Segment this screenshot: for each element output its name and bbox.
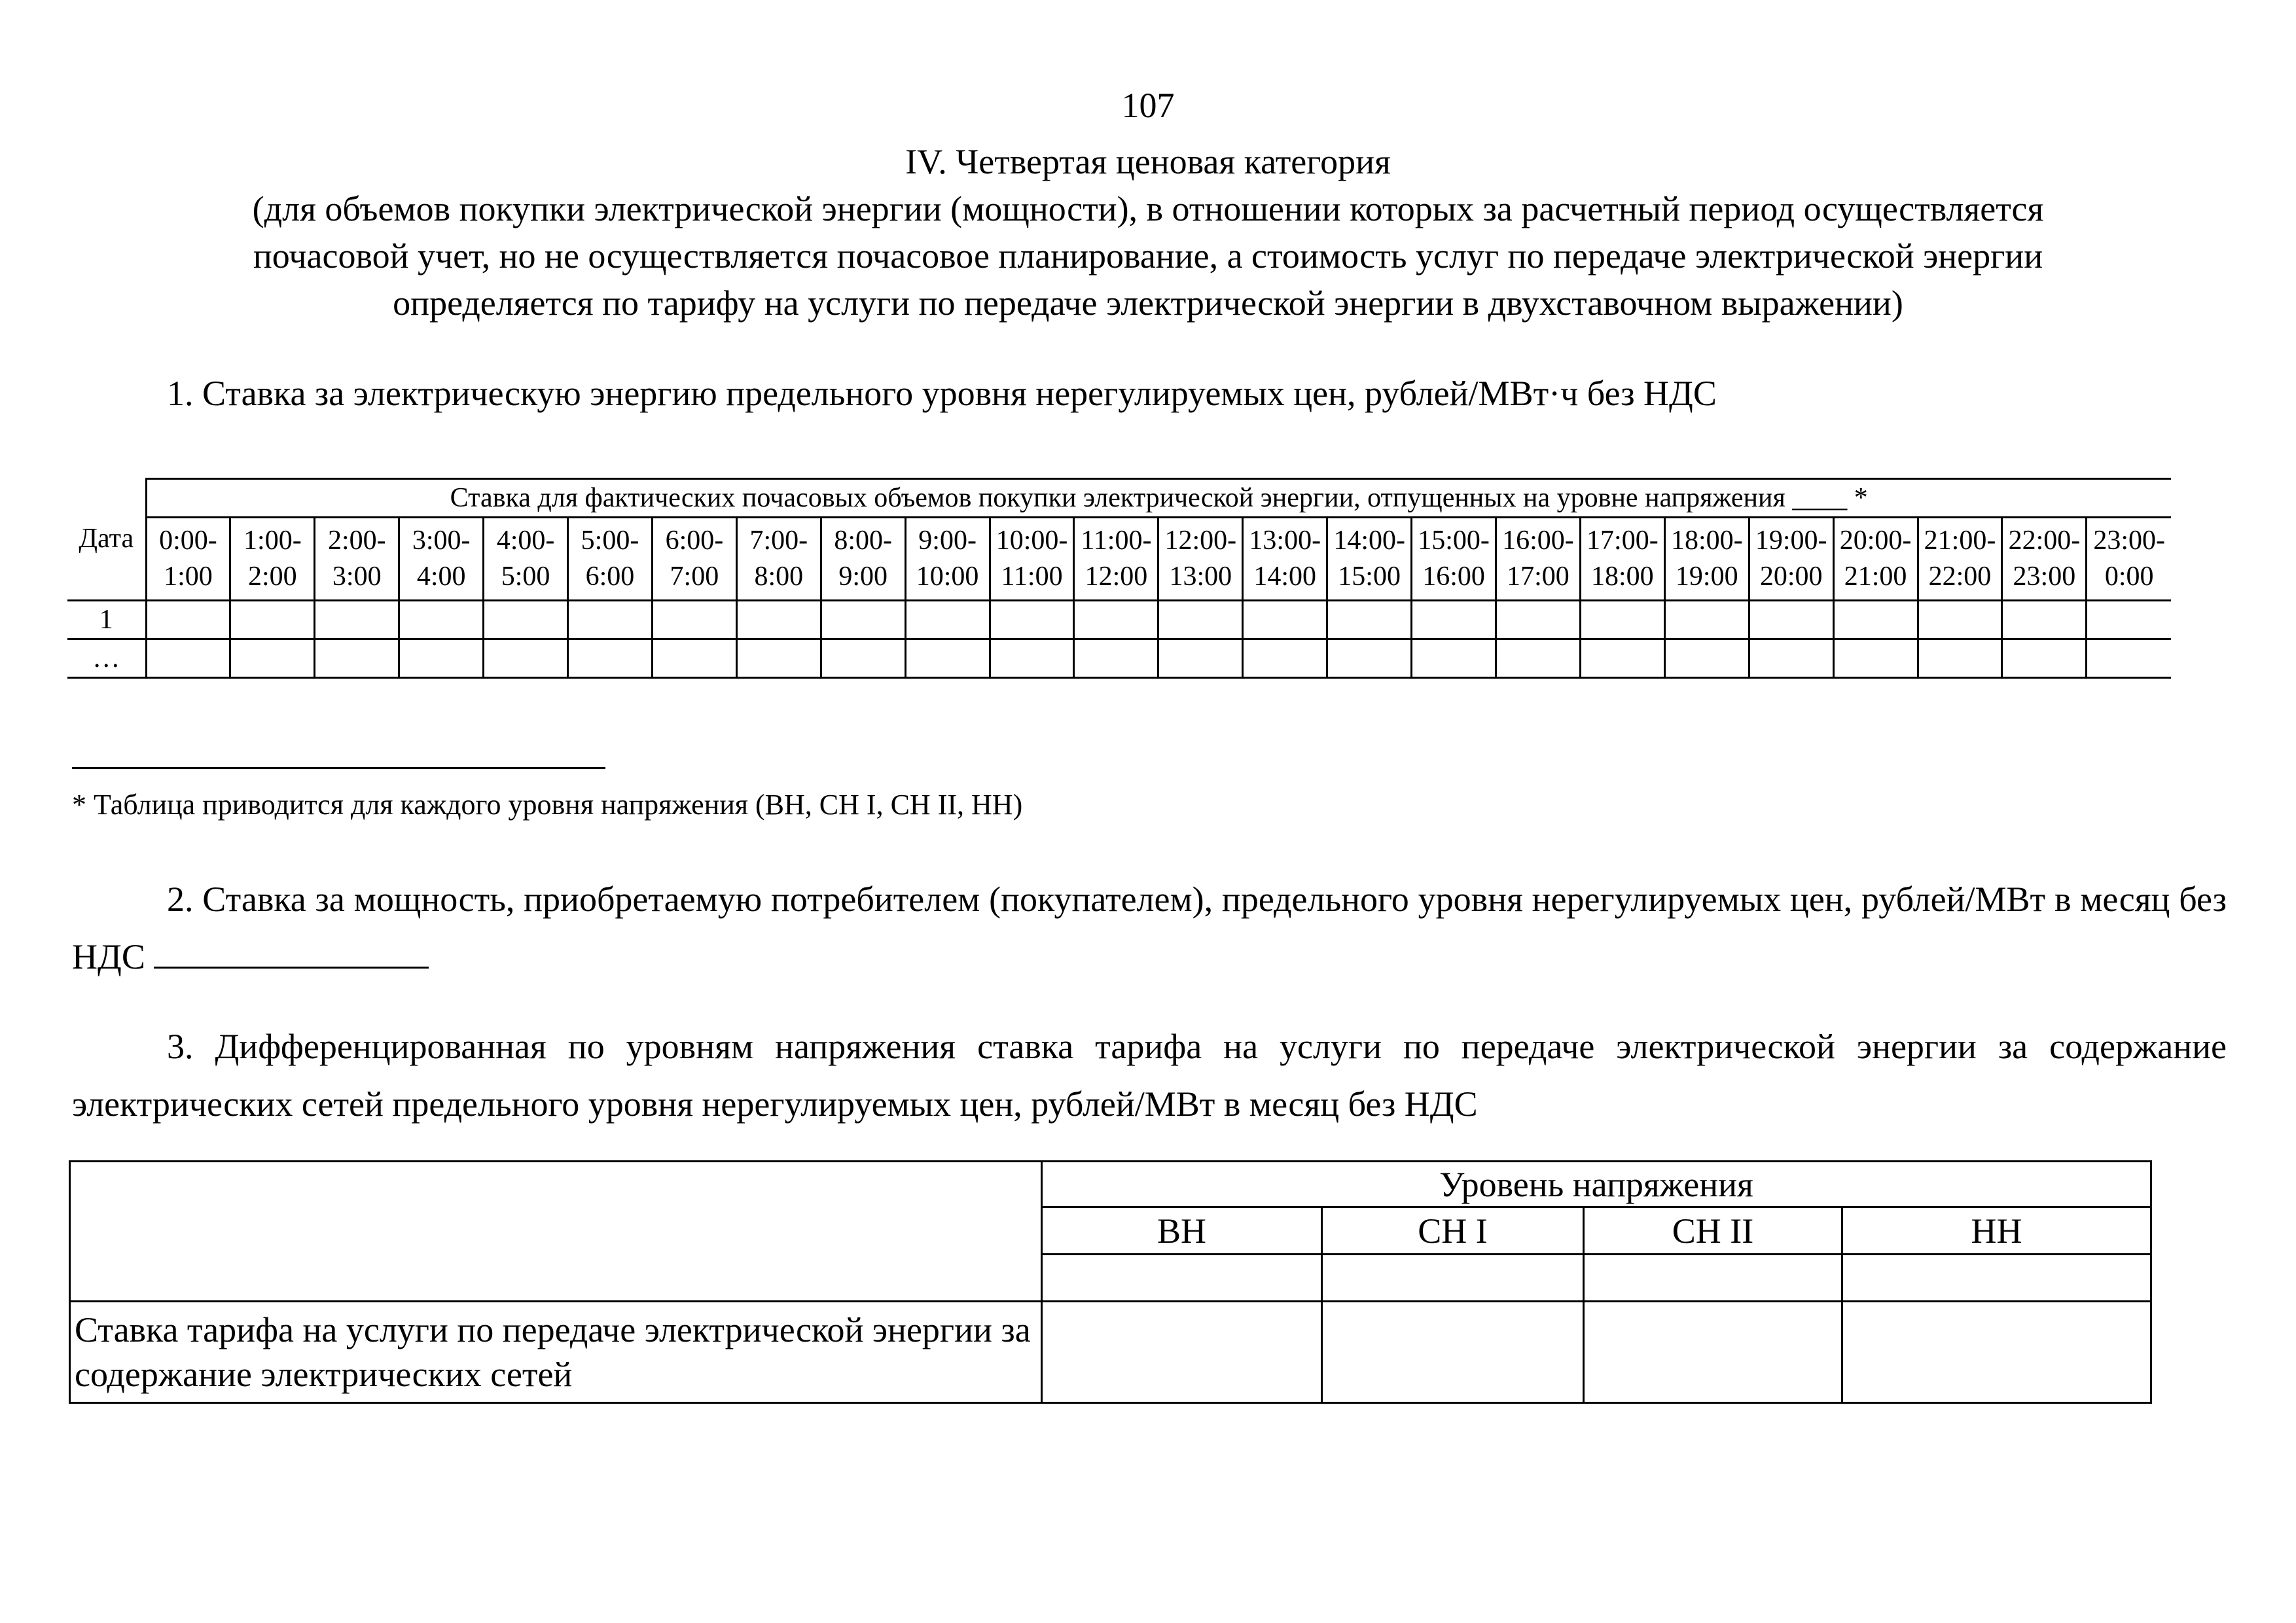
hour-column-header [146,518,230,601]
hour-value-cell [1749,601,1833,639]
hour-from: 12:00- [1164,526,1237,556]
hour-to: 12:00 [1085,562,1148,592]
row-date-cell: … [67,639,146,678]
hour-to: 23:00 [2013,562,2076,592]
hour-value-cell [2087,639,2171,678]
hour-to: 2:00 [248,562,297,592]
hour-to: 17:00 [1507,562,1570,592]
hour-to: 1:00 [164,562,213,592]
hour-value-cell [1664,601,1749,639]
voltage-tariff-table [69,1160,2152,1404]
hour-column-header [2002,518,2087,601]
hour-value-cell [2002,601,2087,639]
hour-column-header [484,518,568,601]
hour-value-cell [2002,639,2087,678]
hour-value-cell [1243,639,1327,678]
hour-value-cell [1833,639,1918,678]
hour-from: 20:00- [1839,526,1912,556]
hour-value-cell [1243,601,1327,639]
hour-to: 14:00 [1253,562,1317,592]
hour-value-cell [905,601,990,639]
hour-value-cell [652,601,736,639]
hour-value-cell [1918,639,2002,678]
hour-to: 4:00 [416,562,466,592]
hour-value-cell [821,639,905,678]
hour-column-header [568,518,653,601]
voltage-cell-empty [1322,1255,1584,1302]
hour-from: 23:00- [2093,526,2165,556]
hour-value-cell [146,601,230,639]
hour-from: 6:00- [665,526,724,556]
footnote-rule [72,767,605,769]
hour-value-cell [399,601,484,639]
hour-value-cell [399,639,484,678]
hour-value-cell [568,601,653,639]
hour-from: 1:00- [243,526,302,556]
item-2-paragraph [72,870,2227,986]
hour-to: 11:00 [1001,562,1063,592]
hour-column-header [1158,518,1243,601]
hour-value-cell [1496,639,1581,678]
voltage-level-header: Уровень напряжения [1042,1162,2151,1207]
hour-from: 2:00- [327,526,386,556]
hour-column-header [315,518,399,601]
hour-to: 0:00 [2104,562,2154,592]
hour-column-header [905,518,990,601]
hour-from: 4:00- [496,526,555,556]
hour-from: 7:00- [749,526,808,556]
voltage-table-corner [70,1162,1042,1302]
hour-column-header [990,518,1074,601]
hour-value-cell [2087,601,2171,639]
hour-to: 9:00 [838,562,888,592]
hour-from: 14:00- [1333,526,1405,556]
hour-column-header [821,518,905,601]
hour-column-header [1918,518,2002,601]
hour-to: 15:00 [1338,562,1401,592]
page-number: 107 [1121,86,1175,125]
hour-value-cell [1074,601,1158,639]
hour-column-header [652,518,736,601]
hour-column-header [2087,518,2171,601]
hour-to: 8:00 [754,562,804,592]
table-row [67,601,2171,639]
hour-value-cell [990,601,1074,639]
hour-to: 16:00 [1422,562,1485,592]
hour-value-cell [146,639,230,678]
hour-value-cell [1580,601,1664,639]
hour-to: 21:00 [1844,562,1907,592]
tariff-value-nn [1842,1302,2151,1403]
hour-value-cell [652,639,736,678]
tariff-value-sn1 [1322,1302,1584,1403]
hour-value-cell [230,639,315,678]
hour-to: 6:00 [585,562,635,592]
section-title: IV. Четвертая ценовая категория [905,142,1391,181]
hour-value-cell [568,639,653,678]
hour-column-header [736,518,821,601]
hour-value-cell [1412,601,1496,639]
hourly-rate-table [67,478,2171,679]
date-header: Дата [67,479,146,601]
voltage-cell-empty [1842,1255,2151,1302]
hour-column-header [1749,518,1833,601]
voltage-level-nn: НН [1842,1207,2151,1255]
hour-value-cell [1074,639,1158,678]
hour-from: 13:00- [1249,526,1321,556]
hour-from: 19:00- [1755,526,1827,556]
item-3-text: 3. Дифференцированная по уровням напряжения ставка тарифа на услуги по передаче электрической энергии за содержание электрических сетей предельного уровня нерегулируемых цен, рублей/МВт в месяц без НДС [72,1027,2227,1124]
voltage-level-vn: ВН [1042,1207,1322,1255]
voltage-cell-empty [1042,1255,1322,1302]
hour-value-cell [484,601,568,639]
hour-value-cell [821,601,905,639]
hour-column-header [230,518,315,601]
hour-column-header [1243,518,1327,601]
item-1-heading: 1. Ставка за электрическую энергию предельного уровня нерегулируемых цен, рублей/МВт·ч без НДС [167,374,1717,413]
voltage-level-sn1: СН I [1322,1207,1584,1255]
tariff-value-vn [1042,1302,1322,1403]
hour-to: 7:00 [670,562,719,592]
hour-column-header [1833,518,1918,601]
hour-to: 5:00 [501,562,550,592]
table-row [67,639,2171,678]
hour-value-cell [1327,639,1412,678]
hour-from: 21:00- [1924,526,1996,556]
hour-column-header [399,518,484,601]
hour-value-cell [1918,601,2002,639]
hour-from: 10:00- [996,526,1068,556]
tariff-value-sn2 [1584,1302,1842,1403]
item-3-paragraph [72,1018,2227,1133]
row-date-cell: 1 [67,601,146,639]
footnote: * Таблица приводится для каждого уровня напряжения (ВН, СН I, СН II, НН) [72,789,1023,821]
hour-column-header [1664,518,1749,601]
hour-to: 18:00 [1591,562,1654,592]
item-2-text: 2. Ставка за мощность, приобретаемую потребителем (покупателем), предельного уровня нерегулируемых цен, рублей/МВт в месяц без НДС [72,880,2227,976]
hourly-group-header: Ставка для фактических почасовых объемов покупки электрической энергии, отпущенных на уровне напряжения ____ * [146,479,2171,518]
hour-value-cell [1158,601,1243,639]
hour-to: 20:00 [1759,562,1823,592]
hour-value-cell [1833,601,1918,639]
subtitle-line-1: (для объемов покупки электрической энергии (мощности), в отношении которых за расчетный период осуществляется [252,189,2044,228]
hour-from: 8:00- [834,526,893,556]
hour-to: 3:00 [332,562,382,592]
hour-from: 16:00- [1502,526,1574,556]
hour-value-cell [736,601,821,639]
hour-from: 22:00- [2008,526,2081,556]
item-2-blank-line [154,935,429,969]
hour-to: 19:00 [1675,562,1738,592]
hour-value-cell [484,639,568,678]
hour-value-cell [315,639,399,678]
tariff-row-label: Ставка тарифа на услуги по передаче электрической энергии за содержание электрических сетей [70,1302,1042,1403]
hour-column-header [1074,518,1158,601]
hour-value-cell [1158,639,1243,678]
hour-value-cell [736,639,821,678]
hour-from: 3:00- [412,526,471,556]
hour-value-cell [315,601,399,639]
hour-from: 15:00- [1418,526,1490,556]
hour-value-cell [230,601,315,639]
hour-value-cell [1749,639,1833,678]
hour-to: 22:00 [1928,562,1992,592]
hour-column-header [1412,518,1496,601]
hour-from: 5:00- [581,526,639,556]
hour-value-cell [1496,601,1581,639]
hour-value-cell [1580,639,1664,678]
hour-column-header [1496,518,1581,601]
hour-from: 9:00- [918,526,977,556]
voltage-cell-empty [1584,1255,1842,1302]
subtitle-line-3: определяется по тарифу на услуги по передаче электрической энергии в двухставочном выражении) [393,283,1903,323]
hour-value-cell [990,639,1074,678]
hour-from: 11:00- [1081,526,1152,556]
hour-from: 18:00- [1670,526,1743,556]
hour-from: 0:00- [159,526,217,556]
hour-value-cell [1412,639,1496,678]
hour-to: 10:00 [916,562,979,592]
subtitle-line-2: почасовой учет, но не осуществляется почасовое планирование, а стоимость услуг по передаче электрической энергии [253,236,2043,276]
hour-to: 13:00 [1169,562,1232,592]
voltage-level-sn2: СН II [1584,1207,1842,1255]
hour-value-cell [1327,601,1412,639]
hour-column-header [1580,518,1664,601]
hour-value-cell [1664,639,1749,678]
hour-from: 17:00- [1587,526,1659,556]
hour-value-cell [905,639,990,678]
hour-column-header [1327,518,1412,601]
